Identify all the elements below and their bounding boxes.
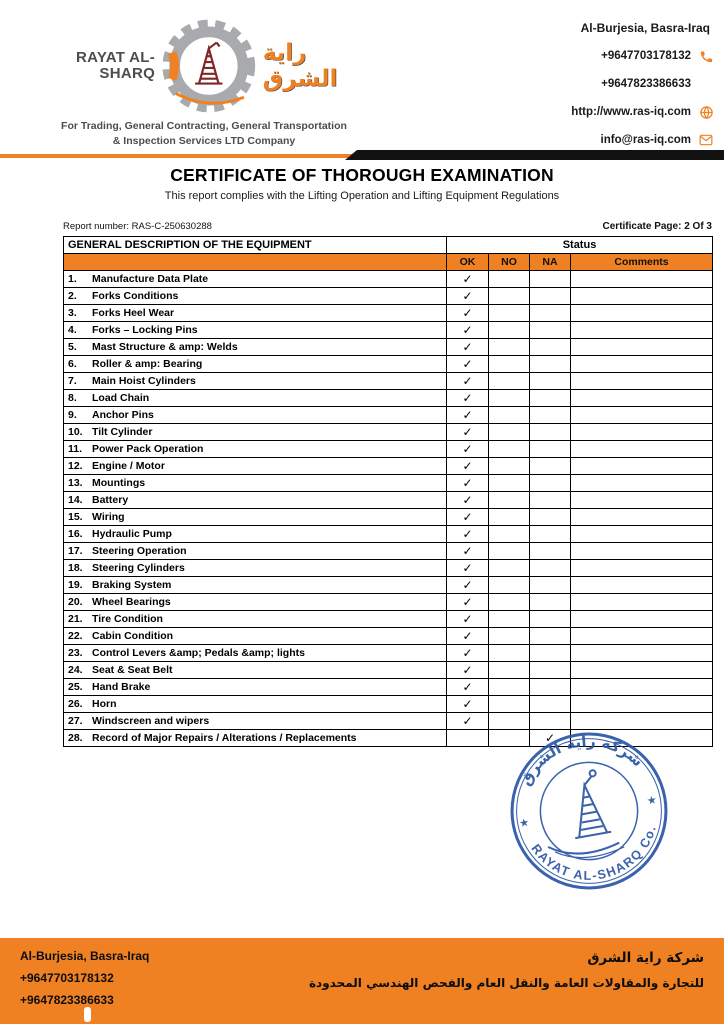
item-label: 23. Control Levers &amp; Pedals &amp; lights bbox=[64, 645, 447, 662]
no-cell bbox=[489, 339, 530, 356]
na-checkmark-cell: ✓ bbox=[530, 730, 571, 747]
na-cell bbox=[530, 288, 571, 305]
comments-cell bbox=[571, 611, 713, 628]
table-row bbox=[64, 458, 713, 475]
title-block bbox=[0, 165, 724, 202]
na-cell bbox=[530, 390, 571, 407]
footer-arabic-block bbox=[309, 949, 704, 1016]
footer-phone2: +9647823386633 bbox=[20, 993, 114, 1007]
item-number: 11. bbox=[68, 443, 83, 455]
comments-cell bbox=[571, 662, 713, 679]
comments-cell bbox=[571, 288, 713, 305]
item-label: 24. Seat & Seat Belt bbox=[64, 662, 447, 679]
company-logo bbox=[36, 16, 372, 148]
comments-cell bbox=[571, 696, 713, 713]
item-number: 21. bbox=[68, 613, 83, 625]
na-cell bbox=[530, 628, 571, 645]
item-number: 26. bbox=[68, 698, 83, 710]
ok-checkmark-cell: ✓ bbox=[447, 390, 489, 407]
email-text: info@ras-iq.com bbox=[600, 134, 691, 146]
item-label: 21. Tire Condition bbox=[64, 611, 447, 628]
item-number: 1. bbox=[68, 273, 77, 285]
comments-cell bbox=[571, 373, 713, 390]
item-number: 8. bbox=[68, 392, 77, 404]
no-cell bbox=[489, 577, 530, 594]
item-label: 5. Mast Structure & amp: Welds bbox=[64, 339, 447, 356]
item-number: 28. bbox=[68, 732, 83, 744]
ok-checkmark-cell: ✓ bbox=[447, 696, 489, 713]
no-cell bbox=[489, 594, 530, 611]
table-row bbox=[64, 543, 713, 560]
footer-address: Al-Burjesia, Basra-Iraq bbox=[20, 949, 150, 963]
item-number: 17. bbox=[68, 545, 83, 557]
stamp-graphic bbox=[495, 717, 683, 905]
table-row bbox=[64, 424, 713, 441]
na-cell bbox=[530, 594, 571, 611]
na-cell bbox=[530, 662, 571, 679]
table-header-row-1 bbox=[64, 237, 713, 254]
comments-cell bbox=[571, 322, 713, 339]
item-label: 28. Record of Major Repairs / Alterations / Replacements bbox=[64, 730, 447, 747]
table-row bbox=[64, 594, 713, 611]
no-cell bbox=[489, 407, 530, 424]
empty-header-cell bbox=[64, 254, 447, 271]
ok-checkmark-cell: ✓ bbox=[447, 373, 489, 390]
stamp-star-left-icon: ★ bbox=[518, 815, 531, 831]
item-number: 12. bbox=[68, 460, 83, 472]
table-row bbox=[64, 373, 713, 390]
ok-checkmark-cell: ✓ bbox=[447, 560, 489, 577]
ok-checkmark-cell: ✓ bbox=[447, 713, 489, 730]
contact-info bbox=[571, 20, 714, 148]
na-cell bbox=[530, 713, 571, 730]
item-label: 27. Windscreen and wipers bbox=[64, 713, 447, 730]
no-cell bbox=[489, 458, 530, 475]
item-label: 9. Anchor Pins bbox=[64, 407, 447, 424]
item-label: 14. Battery bbox=[64, 492, 447, 509]
item-label: 19. Braking System bbox=[64, 577, 447, 594]
footer bbox=[0, 938, 724, 1024]
ok-checkmark-cell: ✓ bbox=[447, 424, 489, 441]
table-header-row-2 bbox=[64, 254, 713, 271]
ok-checkmark-cell: ✓ bbox=[447, 305, 489, 322]
na-cell bbox=[530, 526, 571, 543]
item-label: 15. Wiring bbox=[64, 509, 447, 526]
comments-cell bbox=[571, 271, 713, 288]
item-label: 26. Horn bbox=[64, 696, 447, 713]
stamp-arabic-text: شركة راية الشرق bbox=[516, 732, 647, 789]
website-row bbox=[571, 104, 714, 120]
comments-cell bbox=[571, 475, 713, 492]
no-cell bbox=[489, 288, 530, 305]
footer-white-bar bbox=[84, 1007, 91, 1022]
item-number: 22. bbox=[68, 630, 83, 642]
ok-checkmark-cell: ✓ bbox=[447, 526, 489, 543]
no-cell bbox=[489, 305, 530, 322]
item-number: 7. bbox=[68, 375, 77, 387]
ok-checkmark-cell: ✓ bbox=[447, 458, 489, 475]
item-label: 17. Steering Operation bbox=[64, 543, 447, 560]
company-stamp bbox=[495, 717, 683, 905]
comments-cell bbox=[571, 458, 713, 475]
no-cell bbox=[489, 611, 530, 628]
item-number: 9. bbox=[68, 409, 77, 421]
divider-orange-line bbox=[0, 154, 372, 158]
item-label: 20. Wheel Bearings bbox=[64, 594, 447, 611]
na-cell bbox=[530, 543, 571, 560]
item-number: 3. bbox=[68, 307, 77, 319]
ok-checkmark-cell: ✓ bbox=[447, 356, 489, 373]
comments-cell bbox=[571, 679, 713, 696]
stamp-derrick-icon bbox=[564, 769, 611, 838]
ok-checkmark-cell: ✓ bbox=[447, 288, 489, 305]
item-number: 15. bbox=[68, 511, 83, 523]
item-number: 27. bbox=[68, 715, 83, 727]
comments-cell bbox=[571, 509, 713, 526]
no-cell bbox=[489, 560, 530, 577]
phone2-text: +9647823386633 bbox=[601, 78, 691, 90]
comments-cell bbox=[571, 390, 713, 407]
no-cell bbox=[489, 373, 530, 390]
gear-derrick-logo-icon bbox=[160, 16, 258, 116]
stamp-latin-text: RAYAT AL-SHARQ Co. bbox=[528, 823, 660, 883]
no-cell bbox=[489, 356, 530, 373]
table-row bbox=[64, 475, 713, 492]
item-label: 11. Power Pack Operation bbox=[64, 441, 447, 458]
table-row bbox=[64, 509, 713, 526]
table-row bbox=[64, 492, 713, 509]
no-cell bbox=[489, 424, 530, 441]
na-cell bbox=[530, 475, 571, 492]
address-row bbox=[581, 20, 714, 36]
item-number: 20. bbox=[68, 596, 83, 608]
ok-cell bbox=[447, 730, 489, 747]
comments-cell bbox=[571, 577, 713, 594]
item-label: 18. Steering Cylinders bbox=[64, 560, 447, 577]
meta-row bbox=[63, 221, 712, 232]
na-cell bbox=[530, 373, 571, 390]
item-number: 19. bbox=[68, 579, 83, 591]
na-cell bbox=[530, 441, 571, 458]
phone1-text: +9647703178132 bbox=[601, 50, 691, 62]
item-label: 13. Mountings bbox=[64, 475, 447, 492]
comments-cell bbox=[571, 339, 713, 356]
item-number: 18. bbox=[68, 562, 83, 574]
item-number: 6. bbox=[68, 358, 77, 370]
ok-checkmark-cell: ✓ bbox=[447, 441, 489, 458]
item-label: 16. Hydraulic Pump bbox=[64, 526, 447, 543]
no-cell bbox=[489, 662, 530, 679]
no-cell bbox=[489, 713, 530, 730]
na-cell bbox=[530, 645, 571, 662]
table-row bbox=[64, 662, 713, 679]
ok-checkmark-cell: ✓ bbox=[447, 662, 489, 679]
item-number: 14. bbox=[68, 494, 83, 506]
table-row bbox=[64, 356, 713, 373]
item-label: 2. Forks Conditions bbox=[64, 288, 447, 305]
na-cell bbox=[530, 577, 571, 594]
comments-cell bbox=[571, 356, 713, 373]
na-cell bbox=[530, 696, 571, 713]
item-label: 6. Roller & amp: Bearing bbox=[64, 356, 447, 373]
phone2-row bbox=[601, 76, 714, 92]
footer-phone1: +9647703178132 bbox=[20, 971, 114, 985]
table-row bbox=[64, 560, 713, 577]
item-label: 3. Forks Heel Wear bbox=[64, 305, 447, 322]
na-cell bbox=[530, 458, 571, 475]
no-cell bbox=[489, 441, 530, 458]
item-label: 8. Load Chain bbox=[64, 390, 447, 407]
table-row bbox=[64, 679, 713, 696]
ok-checkmark-cell: ✓ bbox=[447, 543, 489, 560]
na-cell bbox=[530, 611, 571, 628]
ok-checkmark-cell: ✓ bbox=[447, 611, 489, 628]
ok-checkmark-cell: ✓ bbox=[447, 492, 489, 509]
table-row bbox=[64, 441, 713, 458]
na-cell bbox=[530, 560, 571, 577]
item-number: 16. bbox=[68, 528, 83, 540]
no-cell bbox=[489, 696, 530, 713]
table-row bbox=[64, 611, 713, 628]
phone1-row bbox=[601, 48, 714, 64]
na-cell bbox=[530, 509, 571, 526]
item-label: 7. Main Hoist Cylinders bbox=[64, 373, 447, 390]
no-cell bbox=[489, 526, 530, 543]
item-label: 1. Manufacture Data Plate bbox=[64, 271, 447, 288]
column-na: NA bbox=[530, 254, 571, 271]
tagline-line2: & Inspection Services LTD Company bbox=[112, 134, 296, 147]
company-tagline bbox=[36, 119, 372, 148]
na-cell bbox=[530, 271, 571, 288]
item-number: 5. bbox=[68, 341, 77, 353]
comments-cell bbox=[571, 543, 713, 560]
table-row bbox=[64, 407, 713, 424]
ok-checkmark-cell: ✓ bbox=[447, 509, 489, 526]
item-label: 4. Forks – Locking Pins bbox=[64, 322, 447, 339]
footer-tagline-arabic: للتجارة والمقاولات العامة والنقل العام والفحص الهندسي المحدودة bbox=[308, 976, 704, 990]
equipment-checklist-table bbox=[63, 236, 713, 747]
table-row bbox=[64, 577, 713, 594]
ok-checkmark-cell: ✓ bbox=[447, 628, 489, 645]
na-cell bbox=[530, 407, 571, 424]
item-number: 23. bbox=[68, 647, 83, 659]
description-header: GENERAL DESCRIPTION OF THE EQUIPMENT bbox=[64, 237, 447, 254]
ok-checkmark-cell: ✓ bbox=[447, 322, 489, 339]
status-header: Status bbox=[447, 237, 713, 254]
comments-cell bbox=[571, 645, 713, 662]
no-cell bbox=[489, 645, 530, 662]
table-row bbox=[64, 288, 713, 305]
na-cell bbox=[530, 305, 571, 322]
table-row bbox=[64, 390, 713, 407]
address-text: Al-Burjesia, Basra-Iraq bbox=[580, 21, 710, 35]
phone-icon bbox=[698, 48, 714, 64]
equipment-table-body bbox=[64, 271, 713, 747]
tagline-line1: For Trading, General Contracting, General Transportation bbox=[61, 120, 347, 132]
no-cell bbox=[489, 628, 530, 645]
ok-checkmark-cell: ✓ bbox=[447, 407, 489, 424]
comments-cell bbox=[571, 492, 713, 509]
website-text: http://www.ras-iq.com bbox=[571, 106, 691, 118]
comments-cell bbox=[571, 628, 713, 645]
footer-contact bbox=[20, 949, 149, 1016]
table-row bbox=[64, 628, 713, 645]
no-cell bbox=[489, 271, 530, 288]
company-name-latin: RAYAT AL-SHARQ bbox=[75, 48, 156, 82]
document-subtitle: This report complies with the Lifting Operation and Lifting Equipment Regulations bbox=[164, 190, 560, 202]
item-label: 22. Cabin Condition bbox=[64, 628, 447, 645]
ok-checkmark-cell: ✓ bbox=[447, 594, 489, 611]
na-cell bbox=[530, 424, 571, 441]
email-row bbox=[601, 132, 714, 148]
comments-cell bbox=[571, 594, 713, 611]
globe-icon bbox=[698, 104, 714, 120]
ok-checkmark-cell: ✓ bbox=[447, 577, 489, 594]
document-title: CERTIFICATE OF THOROUGH EXAMINATION bbox=[170, 165, 554, 185]
comments-cell bbox=[571, 560, 713, 577]
ok-checkmark-cell: ✓ bbox=[447, 679, 489, 696]
table-row bbox=[64, 322, 713, 339]
na-cell bbox=[530, 356, 571, 373]
table-row bbox=[64, 305, 713, 322]
column-no: NO bbox=[489, 254, 530, 271]
column-comments: Comments bbox=[571, 254, 713, 271]
report-number: Report number: RAS-C-250630288 bbox=[63, 221, 212, 232]
comments-cell bbox=[571, 407, 713, 424]
company-name-arabic: راية الشرق bbox=[262, 40, 338, 92]
ok-checkmark-cell: ✓ bbox=[447, 475, 489, 492]
no-cell bbox=[489, 679, 530, 696]
envelope-icon bbox=[698, 132, 714, 148]
ok-checkmark-cell: ✓ bbox=[447, 645, 489, 662]
item-label: 10. Tilt Cylinder bbox=[64, 424, 447, 441]
na-cell bbox=[530, 322, 571, 339]
item-number: 13. bbox=[68, 477, 83, 489]
table-row bbox=[64, 645, 713, 662]
stamp-star-right-icon: ★ bbox=[645, 793, 658, 808]
item-number: 10. bbox=[68, 426, 83, 438]
no-cell bbox=[489, 475, 530, 492]
no-cell bbox=[489, 322, 530, 339]
item-label: 25. Hand Brake bbox=[64, 679, 447, 696]
na-cell bbox=[530, 339, 571, 356]
table-row bbox=[64, 271, 713, 288]
table-row bbox=[64, 339, 713, 356]
comments-cell bbox=[571, 424, 713, 441]
ok-checkmark-cell: ✓ bbox=[447, 271, 489, 288]
certificate-page-number: Certificate Page: 2 Of 3 bbox=[602, 221, 712, 232]
table-row bbox=[64, 526, 713, 543]
na-cell bbox=[530, 679, 571, 696]
item-number: 2. bbox=[68, 290, 77, 302]
item-number: 24. bbox=[68, 664, 83, 676]
no-cell bbox=[489, 492, 530, 509]
item-label: 12. Engine / Motor bbox=[64, 458, 447, 475]
item-number: 4. bbox=[68, 324, 77, 336]
footer-company-arabic: شركة راية الشرق bbox=[587, 950, 704, 966]
column-ok: OK bbox=[447, 254, 489, 271]
item-number: 25. bbox=[68, 681, 83, 693]
table-row bbox=[64, 696, 713, 713]
ok-checkmark-cell: ✓ bbox=[447, 339, 489, 356]
na-cell bbox=[530, 492, 571, 509]
no-cell bbox=[489, 390, 530, 407]
divider-black-bar bbox=[345, 150, 724, 160]
comments-cell bbox=[571, 526, 713, 543]
comments-cell bbox=[571, 305, 713, 322]
no-cell bbox=[489, 509, 530, 526]
no-cell bbox=[489, 543, 530, 560]
comments-cell bbox=[571, 441, 713, 458]
